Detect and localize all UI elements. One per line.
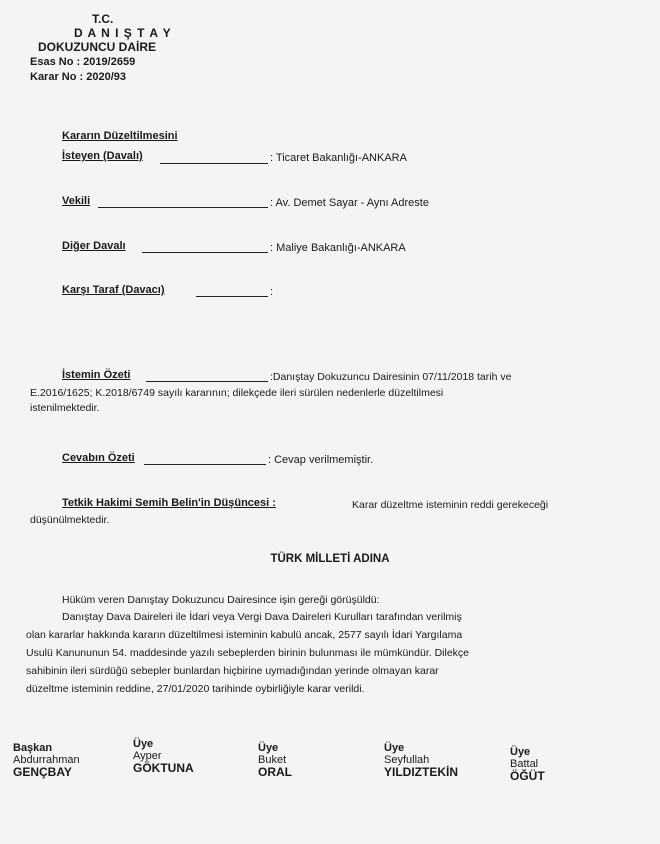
judge-opinion-line-2: düşünülmektedir. (30, 514, 110, 526)
response-value: : Cevap verilmemiştir. (268, 454, 374, 466)
judge-opinion-label: Tetkik Hakimi Semih Belin'in Düşüncesi : (62, 497, 276, 509)
signature-president (13, 742, 80, 778)
decision-number: Karar No : 2020/93 (30, 71, 126, 83)
signature-first-name: Buket (258, 754, 287, 766)
response-label: Cevabın Özeti (62, 452, 135, 464)
summary-label: İstemin Özeti (62, 369, 131, 381)
decision-line-5: sahibinin ileri sürdüğü sebepler bunlardan hiçbirine uymadığından yerinde olmayan karar (26, 665, 439, 677)
summary-line-1: :Danıştay Dokuzuncu Dairesinin 07/11/2018 tarih ve (270, 371, 512, 383)
summary-line-2: E.2016/1625; K.2018/6749 sayılı kararının; dilekçede ileri sürülen nedenlerle düzeltilmesi (30, 387, 444, 399)
header-court: D A N I Ş T A Y (74, 26, 172, 40)
decision-line-3: olan kararlar hakkında kararın düzeltilmesi isteminin kabulü ancak, 2577 sayılı İdari Yargılama (26, 629, 463, 641)
correction-title: Kararın Düzeltilmesini (62, 130, 178, 142)
signature-role: Üye (258, 742, 279, 754)
signature-member-2 (258, 742, 292, 778)
decision-line-6: düzeltme isteminin reddine, 27/01/2020 tarihinde oybirliğiyle karar verildi. (26, 683, 365, 695)
judge-opinion-line-1: Karar düzeltme isteminin reddi gerekeceği (352, 499, 549, 511)
attorney-value: : Av. Demet Sayar - Aynı Adreste (270, 197, 429, 209)
other-defendant-label: Diğer Davalı (62, 240, 126, 252)
counterparty-underline (196, 296, 268, 297)
signature-last-name: GÖKTUNA (133, 761, 194, 775)
signature-last-name: GENÇBAY (13, 765, 72, 779)
signature-role: Başkan (13, 742, 53, 754)
signature-last-name: ÖĞÜT (510, 769, 545, 783)
decision-line-1: Hüküm veren Danıştay Dokuzuncu Dairesince işin gereği görüşüldü: (62, 594, 380, 606)
signature-member-4 (510, 746, 545, 782)
other-defendant-value: : Maliye Bakanlığı-ANKARA (270, 242, 406, 254)
attorney-underline (98, 207, 268, 208)
signature-role: Üye (384, 742, 405, 754)
header-tc: T.C. (92, 12, 114, 26)
signature-member-3 (384, 742, 458, 778)
applicant-label: İsteyen (Davalı) (62, 150, 143, 162)
signature-role: Üye (133, 738, 154, 750)
signature-first-name: Abdurrahman (13, 754, 80, 766)
header-chamber: DOKUZUNCU DAİRE (38, 40, 156, 54)
signature-first-name: Ayper (133, 750, 162, 762)
counterparty-label: Karşı Taraf (Davacı) (62, 284, 165, 296)
signature-role: Üye (510, 746, 531, 758)
counterparty-value: : (270, 286, 274, 298)
applicant-value: : Ticaret Bakanlığı-ANKARA (270, 152, 407, 164)
signature-first-name: Battal (510, 758, 539, 770)
decision-line-4: Usulü Kanununun 54. maddesinde yazılı sebeplerden birinin bulunması ile mümkündür. Dilekçe (26, 647, 470, 659)
applicant-underline (160, 163, 268, 164)
signature-last-name: ORAL (258, 765, 292, 779)
signature-member-1 (133, 738, 194, 774)
signature-last-name: YILDIZTEKİN (384, 765, 458, 779)
case-number: Esas No : 2019/2659 (30, 56, 136, 68)
summary-underline (146, 381, 268, 382)
signature-first-name: Seyfullah (384, 754, 430, 766)
decision-title: TÜRK MİLLETİ ADINA (270, 553, 390, 565)
decision-line-2: Danıştay Dava Daireleri ile İdari veya Vergi Dava Daireleri Kurulları tarafından verilmiş (62, 611, 462, 623)
other-defendant-underline (142, 252, 268, 253)
attorney-label: Vekili (62, 195, 91, 207)
response-underline (144, 464, 266, 465)
summary-line-3: istenilmektedir. (30, 402, 100, 414)
